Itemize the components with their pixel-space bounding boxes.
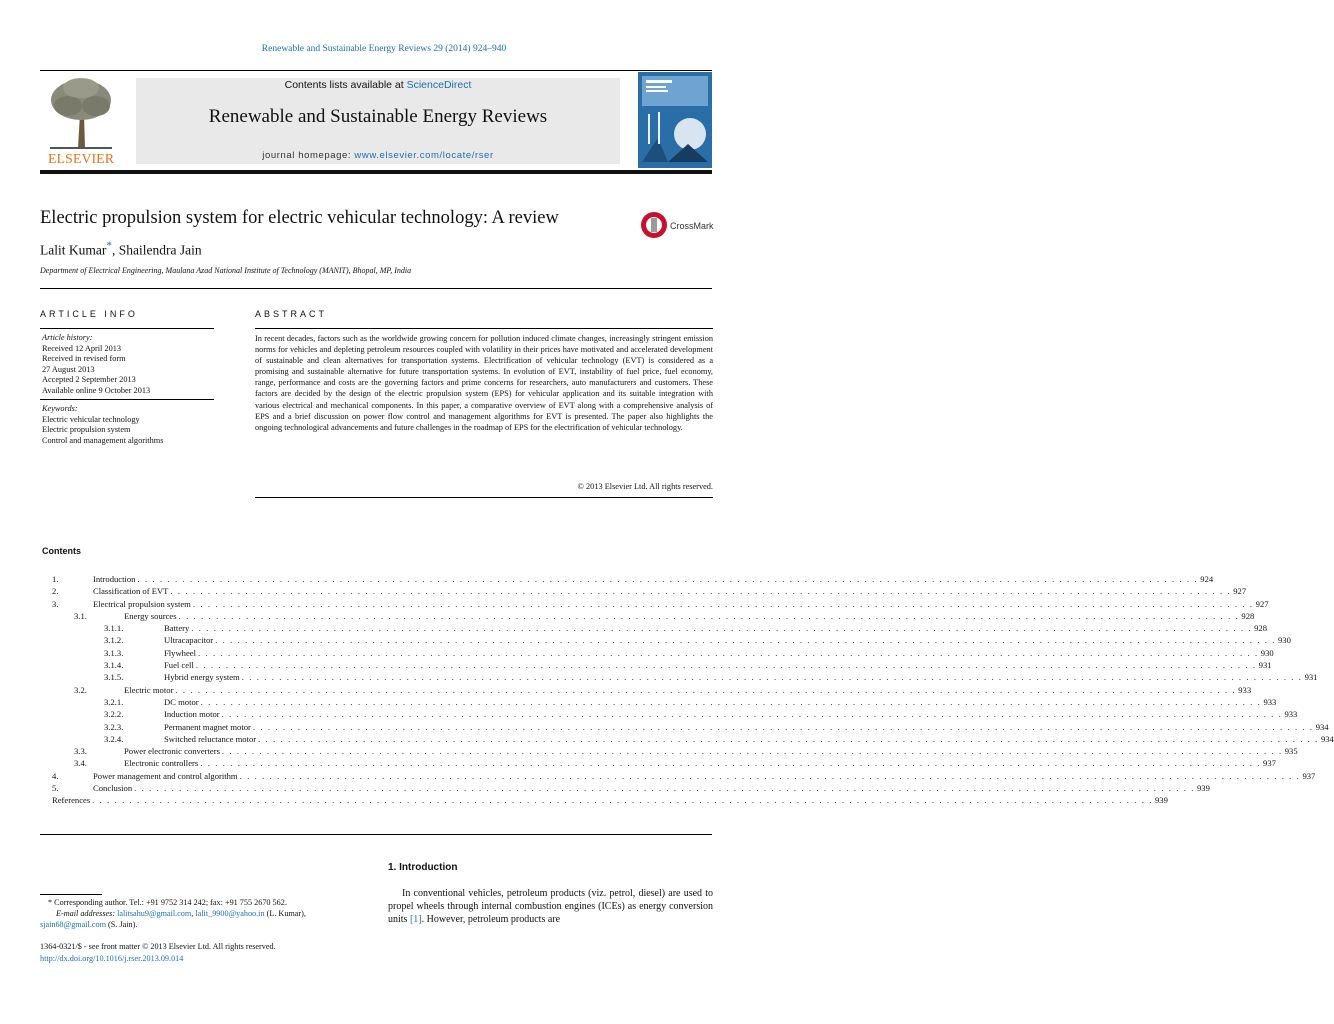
- toc-item-label: Switched reluctance motor: [164, 733, 257, 744]
- introduction-text: [388, 887, 713, 926]
- toc-item-number: 4.: [52, 770, 59, 781]
- toc-item-number: 3.4.: [74, 758, 87, 769]
- copyright: © 2013 Elsevier Ltd. All rights reserved.: [577, 482, 713, 491]
- toc-item[interactable]: [42, 585, 1247, 597]
- toc-leader-dots: . . . . . . . . . . . . . . . . . . . . . . . . . . . . . . . . . . . . . . . . . . . . . . . . . . . . . . . . . . . . . . . . . . . . . . . . . . . . . . . . . . . . . . . . . . . . . . . . . . . . . . . . . . . . . . . . . . . . . . . . . . . . . . . . . . . . . . . . . . . . . .: [200, 758, 1262, 769]
- history-item: Available online 9 October 2013: [42, 385, 151, 395]
- toc-leader-dots: . . . . . . . . . . . . . . . . . . . . . . . . . . . . . . . . . . . . . . . . . . . . . . . . . . . . . . . . . . . . . . . . . . . . . . . . . . . . . . . . . . . . . . . . . . . . . . . . . . . . . . . . . . . . . . . . . . . . . . . . . . . . . . . . . . . . . . . . . . . . . .: [134, 783, 1195, 794]
- history-label: Article history:: [42, 333, 93, 342]
- toc-leader-dots: . . . . . . . . . . . . . . . . . . . . . . . . . . . . . . . . . . . . . . . . . . . . . . . . . . . . . . . . . . . . . . . . . . . . . . . . . . . . . . . . . . . . . . . . . . . . . . . . . . . . . . . . . . . . . . . . . . . . . . . . . . . . . . . . . . . . . . . . . . . . . .: [200, 696, 1262, 707]
- abstract-bottom-rule: [255, 497, 713, 498]
- email-link[interactable]: lalit_9900@yahoo.in: [195, 908, 265, 918]
- toc-leader-dots: . . . . . . . . . . . . . . . . . . . . . . . . . . . . . . . . . . . . . . . . . . . . . . . . . . . . . . . . . . . . . . . . . . . . . . . . . . . . . . . . . . . . . . . . . . . . . . . . . . . . . . . . . . . . . . . . . . . . . . . . . . . . . . . . . . . . . . . . . . . . . .: [195, 660, 1257, 671]
- keyword-item: Electric propulsion system: [42, 425, 131, 434]
- toc-item-page: 930: [1260, 647, 1274, 658]
- affiliation: Department of Electrical Engineering, Maulana Azad National Institute of Technology (MANIT), Bhopal, MP, India: [40, 266, 412, 275]
- toc-leader-dots: . . . . . . . . . . . . . . . . . . . . . . . . . . . . . . . . . . . . . . . . . . . . . . . . . . . . . . . . . . . . . . . . . . . . . . . . . . . . . . . . . . . . . . . . . . . . . . . . . . . . . . . . . . . . . . . . . . . . . . . . . . . . . . . . . . . . . . . . . . . . . .: [92, 795, 1153, 806]
- front-matter-line: 1364-0321/$ - see front matter © 2013 Elsevier Ltd. All rights reserved.: [40, 942, 276, 951]
- toc-item-page: 924: [1200, 574, 1214, 584]
- toc-item-label: Fuel cell: [164, 660, 194, 671]
- toc-item-page: 927: [1233, 586, 1247, 597]
- toc-item-label: Hybrid energy system: [164, 672, 240, 683]
- contents-available: [136, 79, 620, 91]
- toc-item-page: 933: [1238, 684, 1252, 695]
- keyword-item: Control and management algorithms: [42, 435, 164, 445]
- author-2: Shailendra Jain: [118, 242, 202, 258]
- toc-item-label: Power electronic converters: [124, 746, 220, 757]
- toc-leader-dots: . . . . . . . . . . . . . . . . . . . . . . . . . . . . . . . . . . . . . . . . . . . . . . . . . . . . . . . . . . . . . . . . . . . . . . . . . . . . . . . . . . . . . . . . . . . . . . . . . . . . . . . . . . . . . . . . . . . . . . . . . . . . . . . . . . . . . . . . . . . . . .: [258, 733, 1319, 744]
- toc-item-label: Electric motor: [124, 684, 174, 695]
- toc-item-page: 934: [1315, 721, 1329, 732]
- table-of-contents: [42, 573, 1334, 807]
- email-link[interactable]: lalitsahu9@gmail.com: [117, 908, 192, 918]
- toc-item[interactable]: [42, 733, 1334, 745]
- history-item: 27 August 2013: [42, 364, 95, 374]
- author-separator: ,: [111, 242, 119, 258]
- journal-cover-image: [638, 72, 712, 168]
- toc-item-number: 3.2.4.: [104, 733, 124, 744]
- toc-item-number: 3.2.2.: [104, 709, 124, 720]
- toc-item-page: 928: [1241, 610, 1255, 621]
- email-link[interactable]: sjain68@gmail.com: [40, 919, 106, 929]
- toc-leader-dots: . . . . . . . . . . . . . . . . . . . . . . . . . . . . . . . . . . . . . . . . . . . . . . . . . . . . . . . . . . . . . . . . . . . . . . . . . . . . . . . . . . . . . . . . . . . . . . . . . . . . . . . . . . . . . . . . . . . . . . . . . . . . . . . . . . . . . . . . . . . . . .: [178, 610, 1240, 621]
- publisher-name: ELSEVIER: [47, 152, 115, 167]
- toc-item-page: 930: [1277, 635, 1291, 646]
- toc-item-label: DC motor: [164, 696, 199, 707]
- paper-title: Electric propulsion system for electric vehicular technology: A review: [40, 208, 559, 228]
- toc-item[interactable]: [42, 622, 1267, 634]
- corresponding-author-note: * Corresponding author. Tel.: +91 9752 314 242; fax: +91 755 2670 562.: [48, 898, 287, 907]
- toc-item-number: 3.2.1.: [104, 696, 124, 707]
- toc-leader-dots: . . . . . . . . . . . . . . . . . . . . . . . . . . . . . . . . . . . . . . . . . . . . . . . . . . . . . . . . . . . . . . . . . . . . . . . . . . . . . . . . . . . . . . . . . . . . . . . . . . . . . . . . . . . . . . . . . . . . . . . . . . . . . . . . . . . . . . . . . . . . . .: [137, 574, 1199, 584]
- toc-item[interactable]: [42, 794, 1168, 806]
- issn-block: [40, 941, 360, 964]
- toc-leader-dots: . . . . . . . . . . . . . . . . . . . . . . . . . . . . . . . . . . . . . . . . . . . . . . . . . . . . . . . . . . . . . . . . . . . . . . . . . . . . . . . . . . . . . . . . . . . . . . . . . . . . . . . . . . . . . . . . . . . . . . . . . . . . . . . . . . . . . . . . . . . . . .: [239, 770, 1301, 781]
- toc-item-page: 931: [1304, 672, 1318, 683]
- toc-item-page: 934: [1320, 733, 1334, 744]
- toc-leader-dots: . . . . . . . . . . . . . . . . . . . . . . . . . . . . . . . . . . . . . . . . . . . . . . . . . . . . . . . . . . . . . . . . . . . . . . . . . . . . . . . . . . . . . . . . . . . . . . . . . . . . . . . . . . . . . . . . . . . . . . . . . . . . . . . . . . . . . . . . . . . . . .: [252, 721, 1314, 732]
- toc-item-page: 927: [1255, 598, 1269, 609]
- keywords-label: Keywords:: [42, 404, 78, 413]
- toc-leader-dots: . . . . . . . . . . . . . . . . . . . . . . . . . . . . . . . . . . . . . . . . . . . . . . . . . . . . . . . . . . . . . . . . . . . . . . . . . . . . . . . . . . . . . . . . . . . . . . . . . . . . . . . . . . . . . . . . . . . . . . . . . . . . . . . . . . . . . . . . . . . . . .: [221, 746, 1283, 757]
- toc-item[interactable]: [42, 634, 1291, 646]
- toc-item-page: 937: [1263, 758, 1276, 769]
- contents-bottom-rule: [40, 834, 712, 835]
- intro-text-after: . However, petroleum products are: [421, 914, 561, 925]
- journal-title: Renewable and Sustainable Energy Reviews: [208, 106, 548, 127]
- toc-leader-dots: . . . . . . . . . . . . . . . . . . . . . . . . . . . . . . . . . . . . . . . . . . . . . . . . . . . . . . . . . . . . . . . . . . . . . . . . . . . . . . . . . . . . . . . . . . . . . . . . . . . . . . . . . . . . . . . . . . . . . . . . . . . . . . . . . . . . . . . . . . . . . .: [215, 635, 1276, 646]
- toc-item-number: 3.1.4.: [104, 660, 124, 671]
- keywords-rule: [40, 399, 214, 400]
- toc-item-label: Flywheel: [164, 647, 196, 658]
- toc-item-label: Power management and control algorithm: [93, 770, 238, 781]
- contents-heading: Contents: [42, 546, 81, 556]
- toc-item[interactable]: [42, 573, 1214, 585]
- toc-item[interactable]: [42, 708, 1298, 720]
- toc-item-number: 3.1.: [74, 610, 87, 621]
- toc-item-number: 3.2.3.: [104, 721, 124, 732]
- abstract-heading: ABSTRACT: [255, 309, 328, 319]
- toc-item[interactable]: [42, 782, 1210, 794]
- toc-item[interactable]: [42, 610, 1255, 622]
- article-info-heading: ARTICLE INFO: [40, 309, 138, 319]
- homepage-link[interactable]: www.elsevier.com/locate/rser: [354, 150, 494, 161]
- toc-leader-dots: . . . . . . . . . . . . . . . . . . . . . . . . . . . . . . . . . . . . . . . . . . . . . . . . . . . . . . . . . . . . . . . . . . . . . . . . . . . . . . . . . . . . . . . . . . . . . . . . . . . . . . . . . . . . . . . . . . . . . . . . . . . . . . . . . . . . . . . . . . . . . .: [221, 709, 1283, 720]
- toc-item-number: 3.2.: [74, 684, 87, 695]
- history-item: Received 12 April 2013: [42, 343, 122, 353]
- keywords: [42, 404, 163, 446]
- toc-leader-dots: . . . . . . . . . . . . . . . . . . . . . . . . . . . . . . . . . . . . . . . . . . . . . . . . . . . . . . . . . . . . . . . . . . . . . . . . . . . . . . . . . . . . . . . . . . . . . . . . . . . . . . . . . . . . . . . . . . . . . . . . . . . . . . . . . . . . . . . . . . . . . .: [197, 647, 1259, 658]
- author-1: Lalit Kumar: [40, 242, 107, 258]
- toc-item-number: 3.1.2.: [104, 635, 124, 646]
- email-label: E-mail addresses:: [56, 908, 118, 918]
- toc-item-number: 2.: [52, 586, 59, 597]
- toc-item[interactable]: [42, 598, 1269, 610]
- toc-item[interactable]: [42, 684, 1252, 696]
- contents-prefix: Contents lists available at: [284, 79, 407, 91]
- toc-item-label: Induction motor: [164, 709, 220, 720]
- title-rule: [40, 288, 712, 289]
- toc-item-page: 939: [1196, 783, 1210, 794]
- toc-item[interactable]: [42, 745, 1298, 757]
- toc-item-label: Introduction: [93, 574, 136, 584]
- toc-item-number: 3.: [52, 598, 59, 609]
- footnote-rule: [40, 894, 102, 895]
- toc-item[interactable]: [42, 757, 1276, 769]
- toc-leader-dots: . . . . . . . . . . . . . . . . . . . . . . . . . . . . . . . . . . . . . . . . . . . . . . . . . . . . . . . . . . . . . . . . . . . . . . . . . . . . . . . . . . . . . . . . . . . . . . . . . . . . . . . . . . . . . . . . . . . . . . . . . . . . . . . . . . . . . . . . . . . . . .: [175, 684, 1237, 695]
- toc-item-page: 935: [1284, 746, 1298, 757]
- toc-item-page: 931: [1258, 660, 1272, 671]
- toc-item-number: 1.: [52, 574, 59, 584]
- toc-leader-dots: . . . . . . . . . . . . . . . . . . . . . . . . . . . . . . . . . . . . . . . . . . . . . . . . . . . . . . . . . . . . . . . . . . . . . . . . . . . . . . . . . . . . . . . . . . . . . . . . . . . . . . . . . . . . . . . . . . . . . . . . . . . . . . . . . . . . . . . . . . . . . .: [241, 672, 1303, 683]
- toc-item-page: 928: [1254, 623, 1267, 634]
- toc-item-number: 3.1.3.: [104, 647, 124, 658]
- elsevier-logo: [40, 74, 122, 166]
- toc-item-page: 937: [1302, 770, 1316, 781]
- toc-item[interactable]: [42, 696, 1277, 708]
- keyword-item: Electric vehicular technology: [42, 414, 140, 424]
- email-separator: ,: [191, 908, 196, 918]
- author-list: [40, 240, 202, 259]
- article-info-rule: [40, 328, 214, 329]
- toc-item-label: Electronic controllers: [124, 758, 199, 769]
- sciencedirect-link[interactable]: ScienceDirect: [406, 79, 472, 91]
- toc-item-page: 939: [1154, 795, 1168, 806]
- history-item: Received in revised form: [42, 354, 126, 363]
- toc-item[interactable]: [42, 671, 1318, 683]
- toc-item-number: 3.1.1.: [104, 623, 124, 634]
- top-rule: [40, 70, 712, 71]
- article-history: [42, 333, 150, 396]
- toc-item[interactable]: [42, 721, 1329, 733]
- abstract-text: In recent decades, factors such as the worldwide growing concern for pollution induced climate changes, increasingly stringent emission norms for vehicles and depleting petroleum resources coupled with volatility in their prices have motivated and accelerated development of sustainable and clean alternatives for transportation systems. Electrification of vehicular technology (EVT) is considered as a promising and sustainable alternative for future transportation systems. In evolution of EVT, instability of fuel price, fuel economy, range, performance and costs are the governing factors and prime concerns for researchers, auto manufacturers and customers. These factors are decided by the design of the electric propulsion system (EPS) for vehicular application and its suitable integration with various electrical and mechanical components. In this paper, a comparative overview of EVT along with a comprehensive analysis of EPS and a brief discussion on power flow control and management algorithms for EVT is presented. The paper also highlights the ongoing technological advancements and future challenges in the roadmap of EPS for the electrification of vehicular technology.: [255, 334, 713, 432]
- crossmark-icon[interactable]: [640, 210, 716, 240]
- homepage-prefix: journal homepage:: [262, 150, 355, 161]
- history-item: Accepted 2 September 2013: [42, 375, 136, 384]
- toc-leader-dots: . . . . . . . . . . . . . . . . . . . . . . . . . . . . . . . . . . . . . . . . . . . . . . . . . . . . . . . . . . . . . . . . . . . . . . . . . . . . . . . . . . . . . . . . . . . . . . . . . . . . . . . . . . . . . . . . . . . . . . . . . . . . . . . . . . . . . . . . . . . . . .: [192, 598, 1254, 609]
- email-addresses: [40, 909, 350, 920]
- abstract-rule: [255, 328, 713, 329]
- introduction-heading: 1. Introduction: [388, 862, 458, 873]
- toc-item-label: Ultracapacitor: [164, 635, 214, 646]
- footnote: [40, 898, 350, 930]
- toc-item-label: Classification of EVT: [93, 586, 169, 597]
- toc-leader-dots: . . . . . . . . . . . . . . . . . . . . . . . . . . . . . . . . . . . . . . . . . . . . . . . . . . . . . . . . . . . . . . . . . . . . . . . . . . . . . . . . . . . . . . . . . . . . . . . . . . . . . . . . . . . . . . . . . . . . . . . . . . . . . . . . . . . . . . . . . . . . . .: [170, 586, 1232, 597]
- journal-citation: Renewable and Sustainable Energy Reviews 29 (2014) 924–940: [261, 44, 507, 54]
- toc-item-label: Permanent magnet motor: [164, 721, 251, 732]
- header-thick-rule: [40, 170, 712, 174]
- toc-leader-dots: . . . . . . . . . . . . . . . . . . . . . . . . . . . . . . . . . . . . . . . . . . . . . . . . . . . . . . . . . . . . . . . . . . . . . . . . . . . . . . . . . . . . . . . . . . . . . . . . . . . . . . . . . . . . . . . . . . . . . . . . . . . . . . . . . . . . . . . . . . . . . .: [191, 623, 1253, 634]
- toc-item-label: Conclusion: [93, 783, 133, 794]
- toc-item-page: 933: [1284, 709, 1298, 720]
- email-note: (S. Jain).: [105, 919, 138, 929]
- toc-item-number: 3.1.5.: [104, 672, 124, 683]
- doi-link[interactable]: http://dx.doi.org/10.1016/j.rser.2013.09.014: [40, 953, 184, 963]
- toc-item-label: Electrical propulsion system: [93, 598, 191, 609]
- toc-item-number: 3.3.: [74, 746, 87, 757]
- intro-text-before: In conventional vehicles, petroleum products (viz. petrol, diesel) are used to propel wheels through internal combustion engines (ICEs) as energy conversion units: [388, 888, 713, 925]
- toc-item-label: References: [52, 795, 91, 806]
- toc-item[interactable]: [42, 770, 1316, 782]
- crossmark-label: CrossMark: [670, 221, 714, 231]
- toc-item[interactable]: [42, 647, 1274, 659]
- toc-item-page: 933: [1263, 696, 1277, 707]
- email-addresses-cont: [40, 920, 350, 931]
- toc-item-label: Energy sources: [124, 610, 177, 621]
- email-note: (L. Kumar),: [264, 908, 306, 918]
- toc-item-number: 5.: [52, 783, 59, 794]
- reference-link[interactable]: [1]: [409, 914, 422, 925]
- journal-homepage: [136, 150, 620, 161]
- toc-item[interactable]: [42, 659, 1272, 671]
- toc-item-label: Battery: [164, 623, 190, 634]
- corresponding-author-mark[interactable]: *: [106, 240, 112, 252]
